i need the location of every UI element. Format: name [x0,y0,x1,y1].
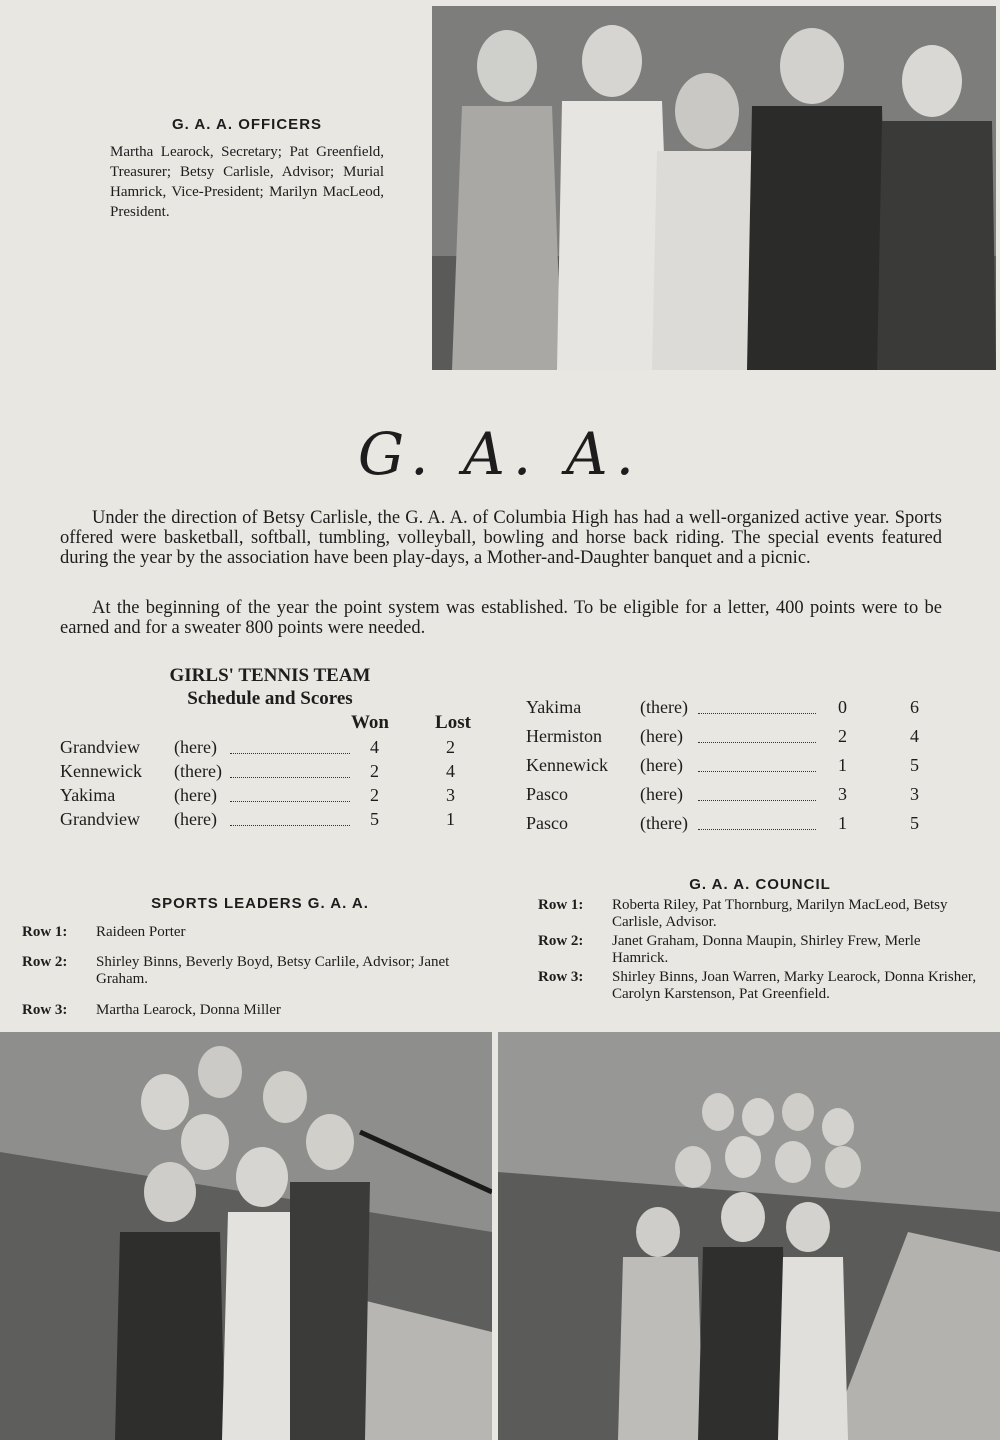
match-location: (here) [174,809,217,829]
games-lost: 3 [910,784,919,804]
intro-paragraph: Under the direction of Betsy Carlisle, the G. A. A. of Columbia High has had a well-organized active year. Sports offered were basketball, softball, tumbling, volleyball, bowling and horse back riding. The special events featured during the year by the association have been play-days, a Mother-and-Daughter banquet and a picnic. [60,508,942,568]
sports-leaders-row3-label: Row 3: [22,1002,68,1018]
games-lost: 5 [910,813,919,833]
games-won: 2 [370,785,379,805]
score-row [526,784,936,812]
opponent-name: Kennewick [60,761,142,781]
sports-leaders-title: SPORTS LEADERS G. A. A. [151,895,369,912]
games-won: 2 [370,761,379,781]
opponent-name: Yakima [60,785,116,805]
council-row2-label: Row 2: [538,933,584,949]
lost-column-header: Lost [435,712,471,733]
sports-leaders-row2-label: Row 2: [22,954,68,970]
match-location: (here) [640,755,683,775]
council-row1-label: Row 1: [538,897,584,913]
match-location: (here) [174,737,217,757]
games-lost: 6 [910,697,919,717]
council-photo-graphic [498,1032,1000,1440]
opponent-name: Grandview [60,809,140,829]
opponent-name: Yakima [526,697,582,717]
match-location: (there) [174,761,222,781]
points-paragraph: At the beginning of the year the point system was established. To be eligible for a letter, 400 points were to be earned and for a sweater 800 points were needed. [60,598,942,638]
council-title: G. A. A. COUNCIL [689,876,831,893]
dot-leader [230,737,350,754]
games-lost: 1 [446,809,455,829]
match-location: (here) [174,785,217,805]
games-lost: 4 [446,761,455,781]
tennis-title: GIRLS' TENNIS TEAM [169,665,371,686]
officers-photo-graphic [432,6,996,370]
games-lost: 5 [910,755,919,775]
games-lost: 3 [446,785,455,805]
games-won: 1 [838,755,847,775]
games-won: 4 [370,737,379,757]
dot-leader [698,784,816,801]
games-lost: 4 [910,726,919,746]
opponent-name: Grandview [60,737,140,757]
dot-leader [230,761,350,778]
opponent-name: Pasco [526,813,568,833]
match-location: (here) [640,784,683,804]
match-location: (here) [640,726,683,746]
officers-photo [432,6,996,370]
score-row [60,809,480,837]
council-row3-names: Shirley Binns, Joan Warren, Marky Learock, Donna Krisher, Carolyn Karstenson, Pat Greenfield. [612,969,977,1002]
games-won: 5 [370,809,379,829]
council-row1-names: Roberta Riley, Pat Thornburg, Marilyn MacLeod, Betsy Carlisle, Advisor. [612,897,948,930]
sports-leaders-row1-label: Row 1: [22,924,68,940]
won-column-header: Won [350,712,390,733]
dot-leader [230,785,350,802]
officers-title: G. A. A. OFFICERS [171,116,323,133]
page-title: G. A. A. [357,420,643,488]
opponent-name: Pasco [526,784,568,804]
games-won: 0 [838,697,847,717]
match-location: (there) [640,697,688,717]
dot-leader [698,697,816,714]
games-won: 3 [838,784,847,804]
sports-leaders-row1-names: Raideen Porter [96,924,186,940]
council-row2-names: Janet Graham, Donna Maupin, Shirley Frew, Merle Hamrick. [612,933,921,966]
officers-caption: Martha Learock, Secretary; Pat Greenfield, Treasurer; Betsy Carlisle, Advisor; Murial Hamrick, Vice-President; Marilyn MacLeod, President. [110,144,384,220]
score-row [526,755,936,783]
dot-leader [698,755,816,772]
score-row [526,697,936,725]
sports-leaders-photo [0,1032,492,1440]
games-lost: 2 [446,737,455,757]
council-photo [498,1032,1000,1440]
games-won: 1 [838,813,847,833]
dot-leader [698,813,816,830]
opponent-name: Kennewick [526,755,608,775]
dot-leader [230,809,350,826]
sports-leaders-row2-names: Shirley Binns, Beverly Boyd, Betsy Carlile, Advisor; Janet Graham. [96,954,450,987]
match-location: (there) [640,813,688,833]
games-won: 2 [838,726,847,746]
score-row [526,813,936,841]
council-row3-label: Row 3: [538,969,584,985]
sports-leaders-photo-graphic [0,1032,492,1440]
score-row [526,726,936,754]
opponent-name: Hermiston [526,726,602,746]
sports-leaders-row3-names: Martha Learock, Donna Miller [96,1002,281,1018]
tennis-subtitle: Schedule and Scores [187,688,353,709]
dot-leader [698,726,816,743]
